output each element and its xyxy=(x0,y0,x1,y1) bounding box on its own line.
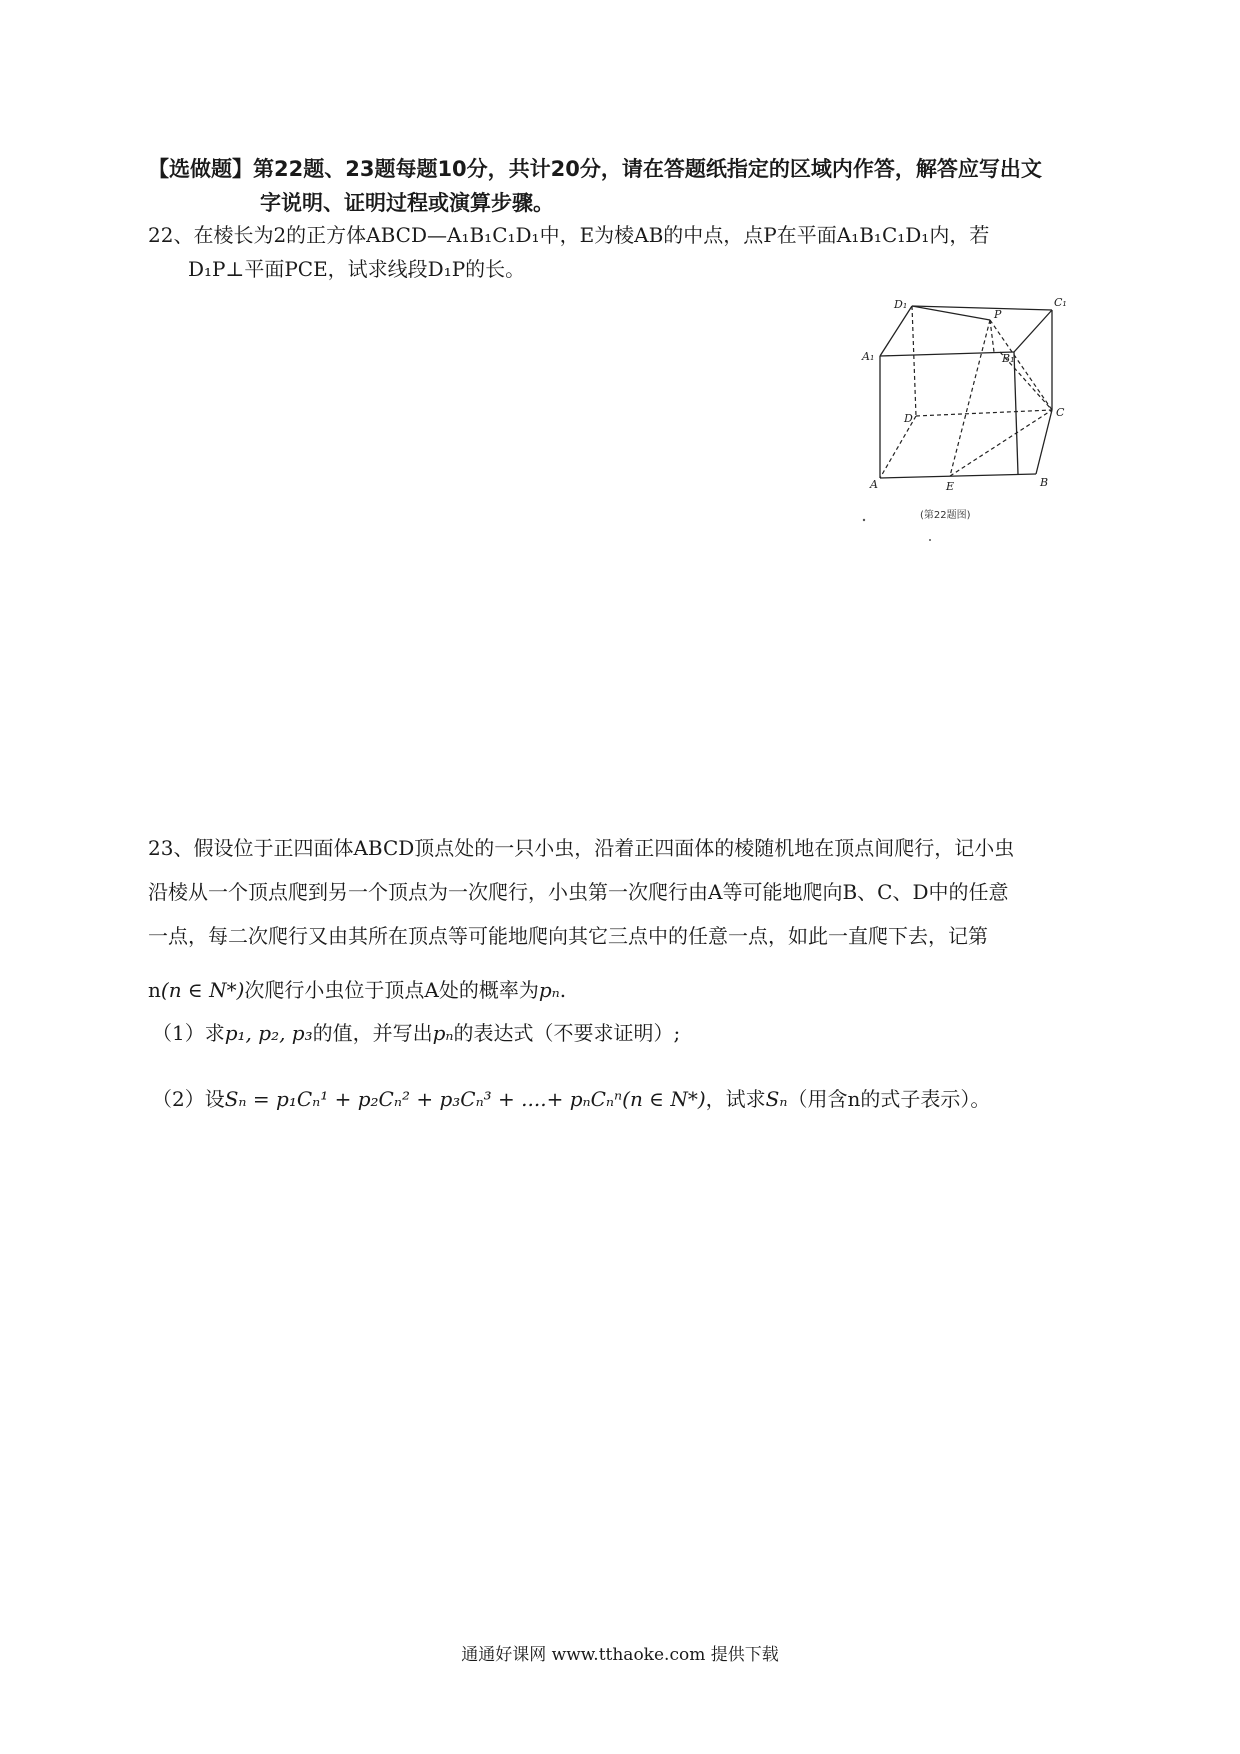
q22-line-1: 22、在棱长为2的正方体ABCD—A₁B₁C₁D₁中，E为棱AB的中点，点P在平面A₁B₁C₁D₁内，若 xyxy=(148,223,990,247)
speck xyxy=(863,519,865,521)
q23-line-3: 一点，每二次爬行又由其所在顶点等可能地爬向其它三点中的任意一点，如此一直爬下去，记第 xyxy=(148,924,988,948)
q23-line-2: 沿棱从一个顶点爬到另一个顶点为一次爬行，小虫第一次爬行由A等可能地爬向B、C、D中的任意 xyxy=(148,880,1009,904)
sub2-math: Sₙ = p₁Cₙ¹ + p₂Cₙ² + p₃Cₙ³ + ....+ pₙCₙⁿ(n ∈ N*) xyxy=(224,1087,706,1111)
sub2-text: ，试求 xyxy=(705,1087,766,1111)
q23-line4-text: 次爬行小虫位于顶点A处的概率为 xyxy=(244,978,539,1002)
sub1-var: pₙ xyxy=(432,1021,454,1045)
q23-line4-var: pₙ xyxy=(538,978,560,1002)
sub2-prefix: （2）设 xyxy=(152,1087,225,1111)
q23-line-1: 23、假设位于正四面体ABCD顶点处的一只小虫，沿着正四面体的棱随机地在顶点间爬行，记小虫 xyxy=(148,836,1015,860)
sub2-var: Sₙ xyxy=(765,1087,788,1111)
q23-line4-prefix: n xyxy=(148,978,161,1002)
label-D1: D₁ xyxy=(894,298,908,311)
header-line-1: 【选做题】第22题、23题每题10分，共计20分，请在答题纸指定的区域内作答，解答应写出文 xyxy=(148,157,1042,181)
label-P: P xyxy=(994,308,1002,321)
label-D: D xyxy=(904,412,913,425)
label-C1: C₁ xyxy=(1054,296,1067,309)
figure-caption: (第22题图) xyxy=(920,510,971,521)
label-B1: B₁ xyxy=(1002,352,1015,365)
label-E: E xyxy=(946,480,955,493)
sub1-text: 的值，并写出 xyxy=(312,1021,433,1045)
label-A1: A₁ xyxy=(862,350,875,363)
speck xyxy=(929,539,931,541)
q23-line4-math: (n ∈ N*) xyxy=(160,978,245,1002)
q23-line4-end: . xyxy=(559,978,567,1002)
label-C: C xyxy=(1056,406,1065,419)
sub1-prefix: （1）求 xyxy=(152,1021,225,1045)
q22-line-2: D₁P⊥平面PCE，试求线段D₁P的长。 xyxy=(188,257,526,281)
footer-text: 通通好课网 www.tthaoke.com 提供下载 xyxy=(461,1645,779,1665)
label-B: B xyxy=(1040,476,1049,489)
header-line-2: 字说明、证明过程或演算步骤。 xyxy=(260,191,554,215)
sub2-end: （用含n的式子表示）。 xyxy=(787,1087,991,1111)
sub1-math: p₁, p₂, p₃ xyxy=(224,1021,313,1045)
label-A: A xyxy=(870,478,878,491)
sub1-end: 的表达式（不要求证明）; xyxy=(453,1021,681,1045)
